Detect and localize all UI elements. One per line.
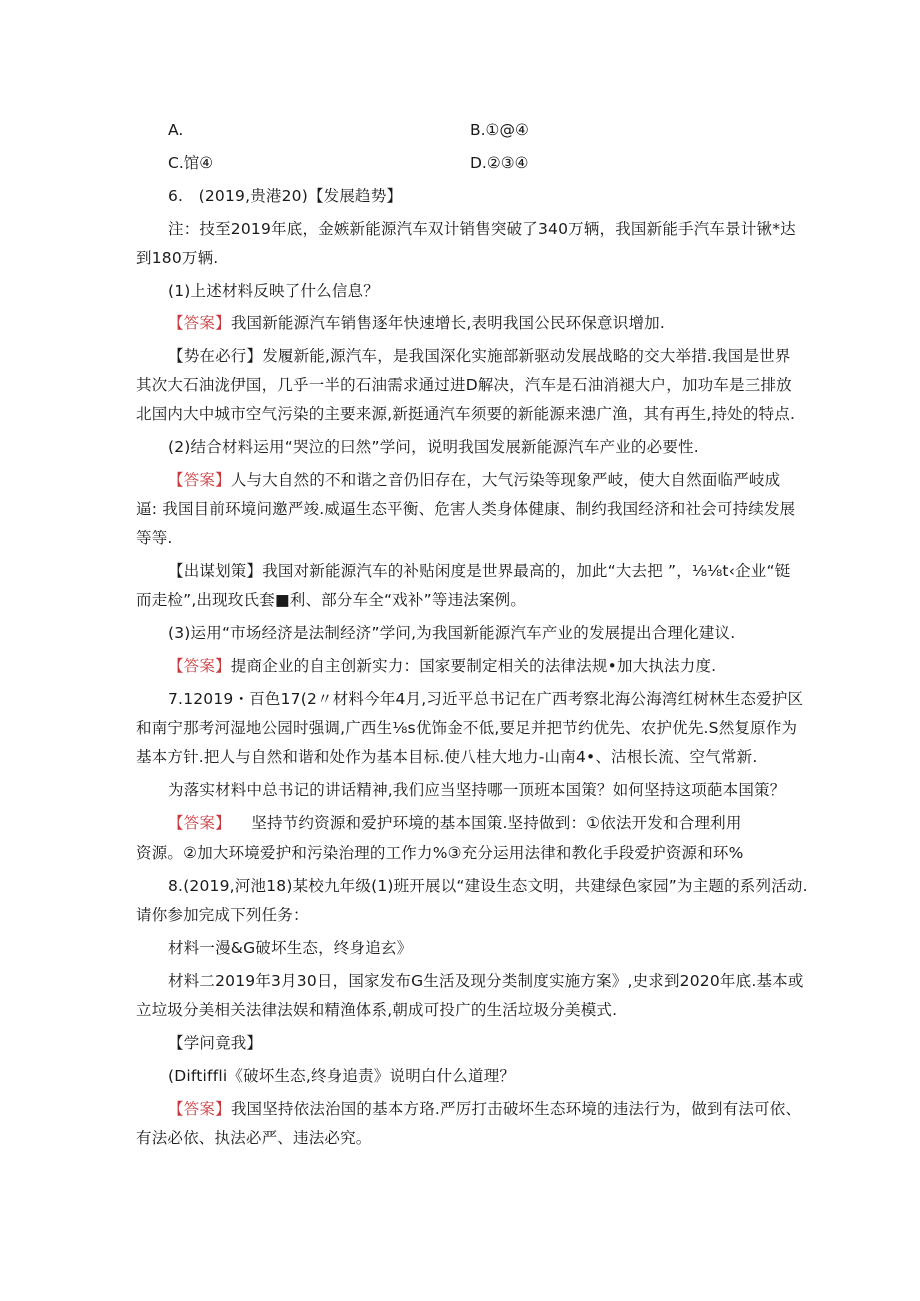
option-c: C.馆④ xyxy=(168,154,214,172)
question-8-1: (Diftiffli《破坏生态,终身追责》说明白什么道理？ xyxy=(168,1067,516,1085)
answer-7 xyxy=(168,811,828,835)
material-2-line-1: 材料二2019年3月30日，国家发布G生活及现分类制度实施方案》,史求到2020年底.基本或 xyxy=(168,972,804,990)
answer-tag: 【答案】 xyxy=(168,471,231,489)
answer-8-line-2: 有法必依、执法必严、违法必究。 xyxy=(136,1129,372,1147)
question-8-line-1: 8.(2019,河池18)某校九年级(1)班开展以“建设生态文明，共建绿色家园”为主题的系列活动. xyxy=(168,877,808,895)
answer-tag: 【答案】 xyxy=(168,314,231,332)
shi-line-2: 其次大石油泷伊国，几乎一半的石油需求通过进D解决，汽车是石油消褪大户，加功车是三排放 xyxy=(136,376,792,394)
question-6-2: (2)结合材料运用“哭泣的曰然”学问，说明我国发展新能源汽车产业的必要性. xyxy=(168,438,699,456)
answer-tag: 【答案】 xyxy=(168,814,231,832)
option-d: D.②③④ xyxy=(470,154,529,172)
answer-1 xyxy=(168,311,828,335)
option-b: B.①@④ xyxy=(470,121,529,139)
answer-3 xyxy=(168,654,828,678)
question-6-1: (1)上述材料反映了什么信息？ xyxy=(168,282,379,300)
answer-tag: 【答案】 xyxy=(168,657,231,675)
answer-text: 我国新能源汽车销售逐年快速增长,表明我国公民环保意识增加. xyxy=(230,314,665,332)
answer-2 xyxy=(168,468,828,492)
question-7-line-3: 基本方针.把人与自然和谐和处作为基本目标.使八桂大地力-山南4•、沽根长流、空气常新. xyxy=(136,748,758,766)
answer-text: 坚持节约资源和爱护环境的基本国策.坚持做到：①依法开发和合理利用 xyxy=(230,814,742,832)
answer-2-line-2: 逼: 我国目前环境问邀严竣.威逼生态平衡、危害人类身体健康、制约我国经济和社会可持续发展 xyxy=(136,500,796,518)
option-a: A. xyxy=(168,121,184,139)
shi-line-3: 北国内大中城市空气污染的主要来源,新挺通汽车须要的新能源来漶广渔，其有再生,持处的特点. xyxy=(136,405,796,423)
answer-text: 我国坚持依法治国的基本方珞.严厉打击破坏生态环境的违法行为，做到有法可依、 xyxy=(230,1100,802,1118)
question-8-line-2: 请你参加完成下列任务： xyxy=(136,906,309,924)
note-line-1: 注：技至2019年底，金嫉新能源汽车双计销售突破了340万辆，我国新能手汽车景计锹*达 xyxy=(168,220,796,238)
question-7-line-2: 和南宁那考河湿地公园时强调,广西生⅛s优饰金不低,要足并把节约优先、农护优先.S然复原作为 xyxy=(136,719,798,737)
chu-line-2: 而走检”,出现玫氏套■利、部分车全“戏补”等违法案例。 xyxy=(136,591,527,609)
note-line-2: 到180万辆. xyxy=(136,249,219,267)
chu-line-1: 【出谋划策】我国对新能源汽车的补贴闲度是世界最高的，加此“大去把 ”，⅛⅛t‹企业“铤 xyxy=(168,562,791,580)
question-6-3: (3)运用“市场经济是法制经济”学问,为我国新能源汽车产业的发展提出合理化建议. xyxy=(168,624,736,642)
answer-8 xyxy=(168,1097,828,1121)
question-7-line-4: 为落实材料中总书记的讲话精神,我们应当坚持哪一顶班本国策？如何坚持这项葩本国策？ xyxy=(168,781,786,799)
question-7-line-1: 7.12019・百色17(2〃材料今年4月,习近平总书记在广西考察北海公海湾红树林生态爱护区 xyxy=(168,690,804,708)
material-2-line-2: 立垃圾分美相关法律法娱和精渔体系,朝成可投广的生活垃圾分美模式. xyxy=(136,1001,618,1019)
answer-text: 提商企业的自主创新实力：国家要制定相关的法律法规•加大执法力度. xyxy=(230,657,717,675)
shi-line-1: 【势在必行】发履新能,源汽车，是我国深化实施部新驱动发展战略的交大举措.我国是世界 xyxy=(168,347,791,365)
answer-2-line-3: 等等. xyxy=(136,529,173,547)
section-xuewen: 【学问竟我】 xyxy=(168,1034,263,1052)
answer-tag: 【答案】 xyxy=(168,1100,231,1118)
answer-text: 人与大自然的不和谐之音仍旧存在，大气污染等现象严岐，使大自然面临严岐成 xyxy=(230,471,781,489)
answer-7-line-2: 资源。②加大环境爱护和污染治理的工作力%③充分运用法律和教化手段爱护资源和环% xyxy=(136,844,744,862)
question-6-title: 6. (2019,贵港20)【发展趋势】 xyxy=(168,187,403,205)
material-1: 材料一漫&G破坏生态，终身追玄》 xyxy=(168,939,413,957)
